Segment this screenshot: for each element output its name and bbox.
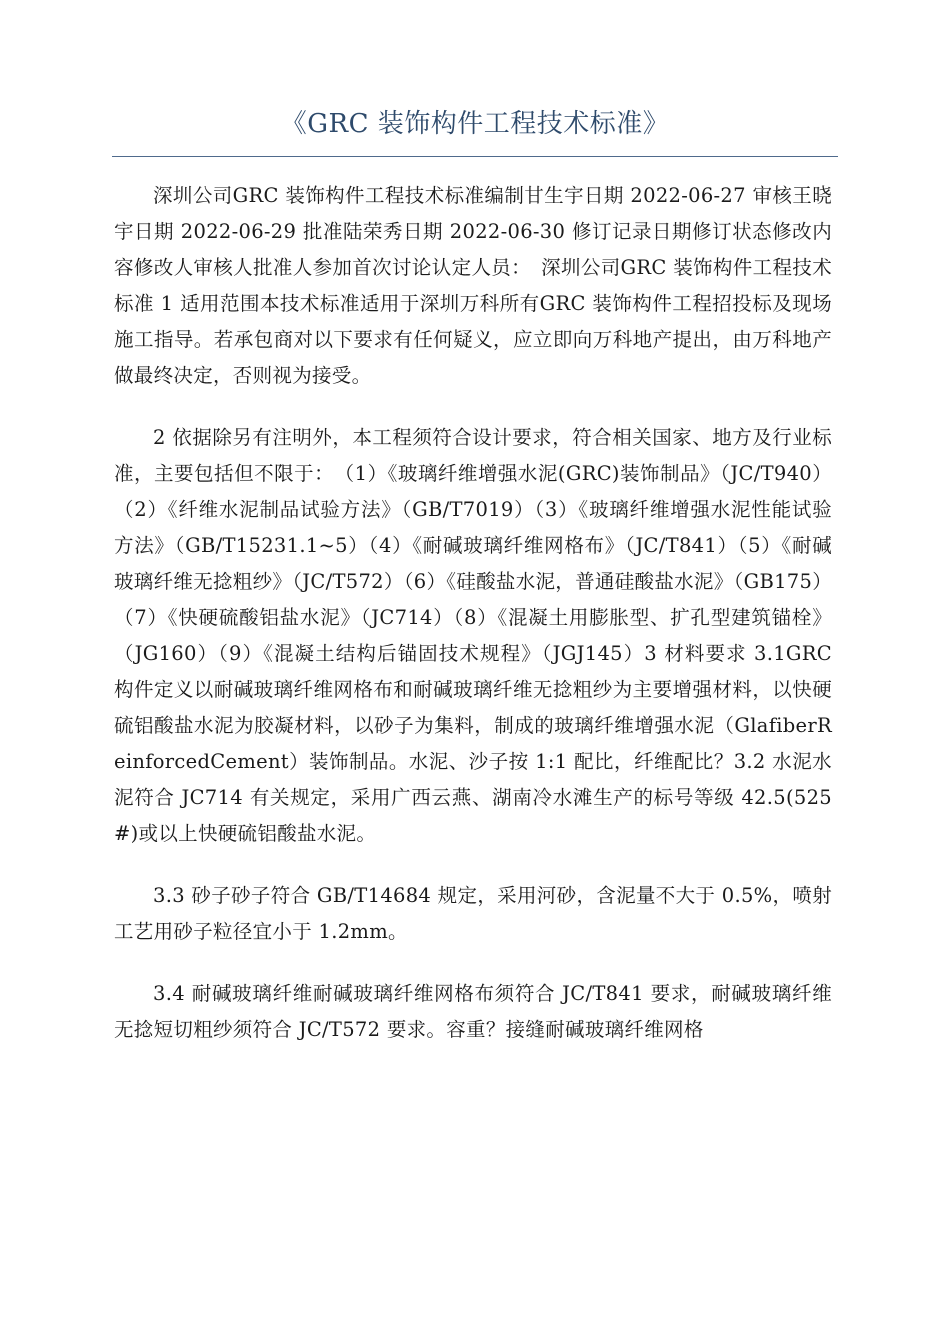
- document-title: 《GRC 装饰构件工程技术标准》: [280, 109, 670, 139]
- paragraph: 3.4 耐碱玻璃纤维耐碱玻璃纤维网格布须符合 JC/T841 要求，耐碱玻璃纤维无捻短切粗纱须符合 JC/T572 要求。容重？接缝耐碱玻璃纤维网格: [114, 982, 832, 1041]
- paragraph: 3.3 砂子砂子符合 GB/T14684 规定，采用河砂，含泥量不大于 0.5%，喷射工艺用砂子粒径宜小于 1.2mm。: [114, 884, 832, 943]
- document-body: [114, 178, 832, 1074]
- paragraph: 深圳公司GRC 装饰构件工程技术标准编制甘生宇日期 2022-06-27 审核王晓宇日期 2022-06-29 批准陆荣秀日期 2022-06-30 修订记录日期修订状态修改内容修改人审核人批准人参加首次讨论认定人员： 深圳公司GRC 装饰构件工程技术标准 1 适用范围本技术标准适用于深圳万科所有GRC 装饰构件工程招投标及现场施工指导。若承包商对以下要求有任何疑义，应立即向万科地产提出，由万科地产做最终决定，否则视为接受。: [114, 184, 832, 387]
- paragraph: 2 依据除另有注明外，本工程须符合设计要求，符合相关国家、地方及行业标准，主要包括但不限于： （1）《玻璃纤维增强水泥(GRC)装饰制品》（JC/T940）（2）《纤维水泥制品试验方法》（GB/T7019）（3）《玻璃纤维增强水泥性能试验方法》（GB/T15231.1~5）（4）《耐碱玻璃纤维网格布》（JC/T841）（5）《耐碱玻璃纤维无捻粗纱》（JC/T572）（6）《硅酸盐水泥，普通硅酸盐水泥》（GB175）（7）《快硬硫酸铝盐水泥》（JC714）（8）《混凝土用膨胀型、扩孔型建筑锚栓》（JG160）（9）《混凝土结构后锚固技术规程》（JGJ145）3 材料要求 3.1GRC 构件定义以耐碱玻璃纤维网格布和耐碱玻璃纤维无捻粗纱为主要增强材料，以快硬硫铝酸盐水泥为胶凝材料，以砂子为集料，制成的玻璃纤维增强水泥（GlafiberReinforcedCement）装饰制品。水泥、沙子按 1:1 配比，纤维配比？3.2 水泥水泥符合 JC714 有关规定，采用广西云燕、湖南冷水滩生产的标号等级 42.5(525#)或以上快硬硫铝酸盐水泥。: [114, 426, 832, 845]
- title-divider: [112, 156, 838, 157]
